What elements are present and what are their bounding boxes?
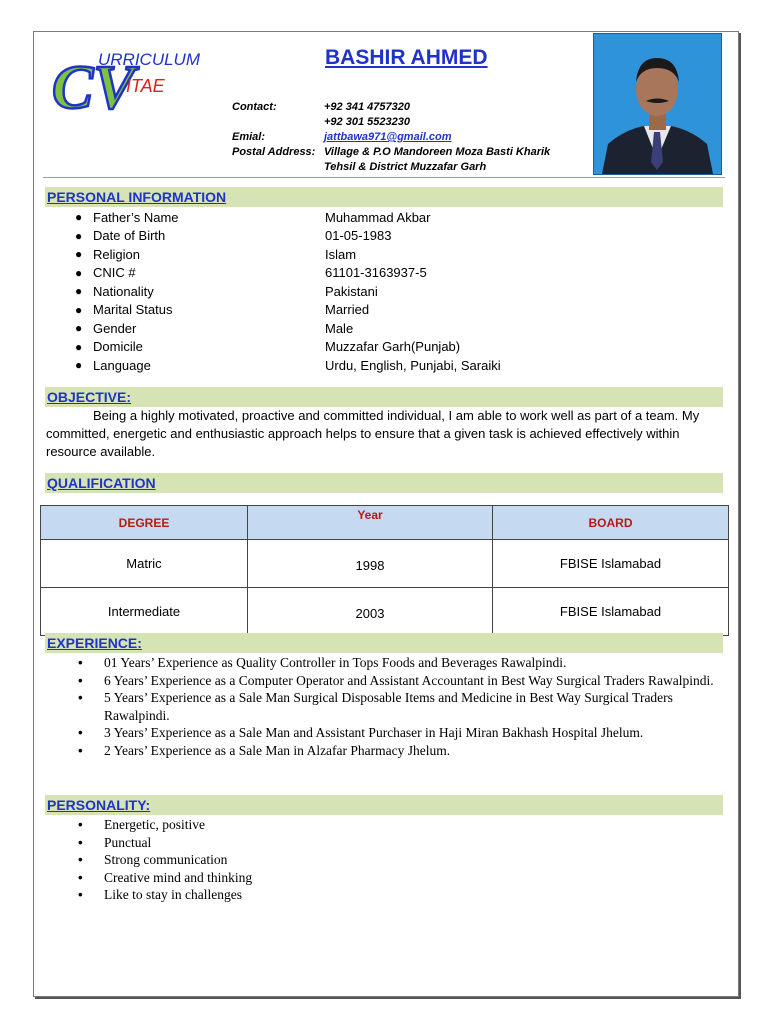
col-degree: DEGREE — [41, 506, 248, 540]
cv-word-curriculum: URRICULUM — [98, 50, 200, 69]
list-item: • Punctual — [78, 834, 478, 852]
personal-heading: PERSONAL INFORMATION — [47, 189, 227, 205]
email-link[interactable]: jattbawa971@gmail.com — [324, 131, 452, 143]
list-item: • Strong communication — [78, 851, 478, 869]
col-board: BOARD — [493, 506, 729, 540]
phone-2: +92 301 5523230 — [324, 116, 410, 128]
table-row: Intermediate 2003 FBISE Islamabad — [41, 588, 729, 636]
profile-photo — [593, 33, 722, 175]
contact-block — [232, 100, 584, 175]
personal-row: ● Nationality Pakistani — [75, 283, 378, 299]
list-item: • Like to stay in challenges — [78, 886, 478, 904]
objective-text: Being a highly motivated, proactive and committed individual, I am able to work well as part of a team. My committed, energetic and enthusiastic approach helps to ensure that a given task is achieved effectively within resource available. — [46, 408, 700, 459]
section-experience — [45, 633, 723, 653]
cv-word-vitae: ITAE — [126, 76, 165, 96]
phone-1: +92 341 4757320 — [324, 101, 410, 113]
qualification-table — [40, 505, 729, 636]
table-header-row — [41, 506, 729, 540]
section-personality — [45, 795, 723, 815]
personal-row: ● CNIC # 61101-3163937-5 — [75, 265, 427, 281]
personal-info-list — [75, 208, 625, 375]
personal-row: ● Date of Birth 01-05-1983 — [75, 228, 392, 244]
personality-list — [78, 816, 478, 904]
address-label-empty — [232, 160, 324, 175]
contact-label: Contact: — [232, 101, 277, 113]
table-row: Matric 1998 FBISE Islamabad — [41, 540, 729, 588]
col-year: Year — [248, 506, 493, 540]
list-item: • Creative mind and thinking — [78, 869, 478, 887]
personality-heading: PERSONALITY: — [47, 797, 151, 813]
header-divider — [43, 177, 725, 178]
personal-row: ● Language Urdu, English, Punjabi, Saraiki — [75, 357, 501, 373]
personal-row: ● Father’s Name Muhammad Akbar — [75, 209, 431, 225]
list-item: • 2 Years’ Experience as a Sale Man in Alzafar Pharmacy Jhelum. — [78, 742, 718, 760]
email-label: Emial: — [232, 131, 266, 143]
contact-label-empty — [232, 115, 324, 130]
list-item: • Energetic, positive — [78, 816, 478, 834]
personal-row: ● Religion Islam — [75, 246, 357, 262]
logo-letters: CV — [52, 54, 135, 122]
list-item: • 01 Years’ Experience as Quality Controller in Tops Foods and Beverages Rawalpindi. — [78, 654, 718, 672]
section-objective — [45, 387, 723, 407]
address-line-1: Village & P.O Mandoreen Moza Basti Kharik — [324, 146, 551, 158]
section-personal-info — [45, 187, 723, 207]
personal-row: ● Domicile Muzzafar Garh(Punjab) — [75, 339, 461, 355]
section-qualification — [45, 473, 723, 493]
qualification-heading: QUALIFICATION — [47, 475, 156, 491]
list-item: • 5 Years’ Experience as a Sale Man Surgical Disposable Items and Medicine in Best Way Surgical Traders Rawalpindi. — [78, 689, 718, 724]
personal-row: ● Marital Status Married — [75, 302, 370, 318]
experience-heading: EXPERIENCE: — [47, 635, 142, 651]
candidate-name: BASHIR AHMED — [325, 46, 488, 69]
address-line-2: Tehsil & District Muzzafar Garh — [324, 161, 487, 173]
objective-heading: OBJECTIVE: — [47, 389, 132, 405]
list-item: • 6 Years’ Experience as a Computer Operator and Assistant Accountant in Best Way Surgical Traders Rawalpindi. — [78, 672, 718, 690]
personal-row: ● Gender Male — [75, 320, 354, 336]
list-item: • 3 Years’ Experience as a Sale Man and Assistant Purchaser in Haji Miran Bakhash Hospital Jhelum. — [78, 724, 718, 742]
address-label: Postal Address: — [232, 146, 316, 158]
experience-list — [78, 654, 718, 759]
